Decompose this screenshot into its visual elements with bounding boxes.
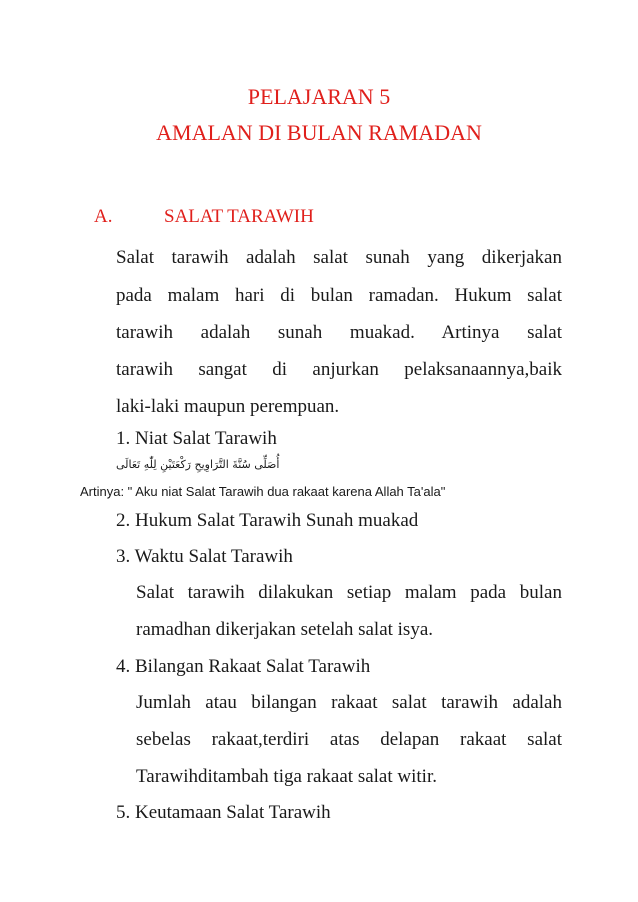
- item-4-line: Tarawihditambah tiga rakaat salat witir.: [136, 766, 437, 787]
- item-1-title: 1. Niat Salat Tarawih: [116, 428, 277, 449]
- intro-line: pada malam hari di bulan ramadan. Hukum salat: [116, 285, 562, 306]
- lesson-number-title: PELAJARAN 5: [247, 84, 391, 109]
- intro-line: laki-laki maupun perempuan.: [116, 396, 340, 417]
- intro-line: Salat tarawih adalah salat sunah yang dikerjakan: [116, 247, 562, 268]
- item-3-title: 3. Waktu Salat Tarawih: [116, 546, 293, 567]
- item-4-line: sebelas rakaat,terdiri atas delapan rakaat salat: [136, 729, 562, 750]
- section-title: SALAT TARAWIH: [164, 206, 314, 227]
- section-marker: A.: [94, 206, 113, 227]
- item-2-title: 2. Hukum Salat Tarawih Sunah muakad: [116, 510, 419, 531]
- item-3-line: Salat tarawih dilakukan setiap malam pada bulan: [136, 582, 562, 603]
- item-5-title: 5. Keutamaan Salat Tarawih: [116, 802, 331, 823]
- intro-line: tarawih sangat di anjurkan pelaksanaannya,baik: [116, 359, 562, 380]
- item-4-title: 4. Bilangan Rakaat Salat Tarawih: [116, 656, 371, 677]
- item-4-line: Jumlah atau bilangan rakaat salat tarawih adalah: [136, 692, 562, 713]
- niat-translation: Artinya: " Aku niat Salat Tarawih dua rakaat karena Allah Ta'ala": [80, 484, 446, 499]
- item-3-line: ramadhan dikerjakan setelah salat isya.: [136, 619, 434, 640]
- niat-arabic-text: أُصَلِّى سُنَّةَ التَّرَاوِيحِ رَكْعَتَيْنِ لِلّٰهِ تَعَالَى: [116, 458, 280, 471]
- intro-line: tarawih adalah sunah muakad. Artinya salat: [116, 322, 562, 343]
- lesson-main-title: AMALAN DI BULAN RAMADAN: [156, 120, 482, 145]
